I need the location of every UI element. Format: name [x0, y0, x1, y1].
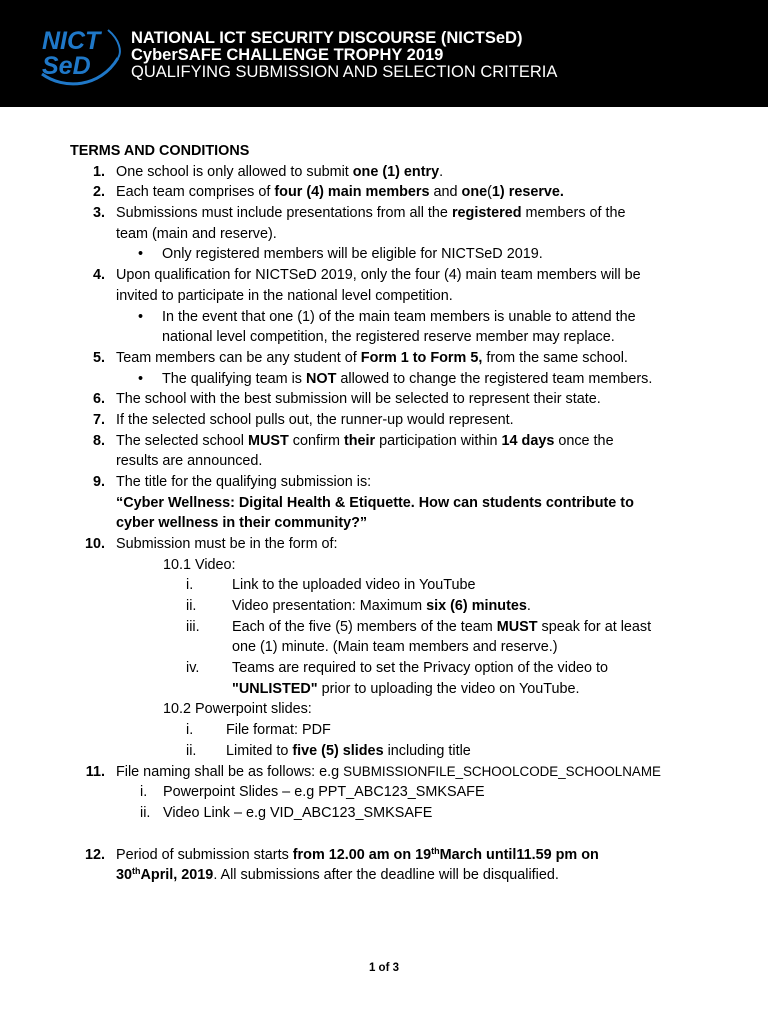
slides-item-2: Limited to five (5) slides including title	[226, 743, 471, 759]
item-number: 1.	[92, 164, 105, 180]
term-item-4: Upon qualification for NICTSeD 2019, only the four (4) main team members will be	[116, 267, 641, 283]
item-number: 12.	[84, 847, 105, 863]
video-item-3: Each of the five (5) members of the team MUST speak for at least	[232, 619, 652, 635]
roman-numeral: i.	[186, 722, 194, 738]
title-line-1: NATIONAL ICT SECURITY DISCOURSE (NICTSeD)	[131, 29, 523, 47]
roman-numeral: i.	[140, 784, 148, 800]
video-item-1: Link to the uploaded video in YouTube	[232, 577, 476, 593]
logo-text-top: NICT	[42, 27, 101, 55]
roman-numeral: ii.	[186, 743, 197, 759]
term-item-8: The selected school MUST confirm their participation within 14 days once the	[116, 433, 614, 449]
term-item-3-cont: team (main and reserve).	[116, 226, 277, 242]
term-item-3: Submissions must include presentations from all the registered members of the	[116, 205, 626, 221]
slides-item-1: File format: PDF	[226, 722, 331, 738]
roman-numeral: ii.	[140, 805, 151, 821]
video-item-2: Video presentation: Maximum six (6) minutes.	[232, 598, 531, 614]
term-item-2: Each team comprises of four (4) main members and one(1) reserve.	[116, 184, 564, 200]
term-item-7: If the selected school pulls out, the runner-up would represent.	[116, 412, 514, 428]
roman-numeral: ii.	[186, 598, 197, 614]
item-number: 7.	[92, 412, 105, 428]
item-number: 5.	[92, 350, 105, 366]
term-item-9: The title for the qualifying submission is:	[116, 474, 372, 490]
term-item-5-bullet: The qualifying team is NOT allowed to change the registered team members.	[162, 371, 653, 387]
item-number: 3.	[92, 205, 105, 221]
term-item-4-cont: invited to participate in the national level competition.	[116, 288, 453, 304]
term-item-4-bullet: In the event that one (1) of the main team members is unable to attend the	[162, 309, 636, 325]
term-item-8-cont: results are announced.	[116, 453, 263, 469]
roman-numeral: i.	[186, 577, 194, 593]
bullet-icon: •	[138, 309, 144, 325]
roman-numeral: iv.	[186, 660, 200, 676]
video-item-3-cont: one (1) minute. (Main team members and reserve.)	[232, 639, 558, 655]
bullet-icon: •	[138, 371, 144, 387]
term-item-3-bullet: Only registered members will be eligible for NICTSeD 2019.	[162, 246, 543, 262]
submission-title: “Cyber Wellness: Digital Health & Etiquette. How can students contribute to	[116, 495, 634, 511]
term-item-10: Submission must be in the form of:	[116, 536, 338, 552]
item-number: 6.	[92, 391, 105, 407]
term-item-1: One school is only allowed to submit one (1) entry.	[116, 164, 444, 180]
naming-example-video: Video Link – e.g VID_ABC123_SMKSAFE	[163, 805, 433, 821]
subsection-video: 10.1 Video:	[163, 557, 236, 573]
title-line-2: CyberSAFE CHALLENGE TROPHY 2019	[131, 46, 444, 64]
term-item-4-bullet-cont: national level competition, the registered reserve member may replace.	[162, 329, 615, 345]
video-item-4-cont: "UNLISTED" prior to uploading the video on YouTube.	[232, 681, 580, 697]
subsection-slides: 10.2 Powerpoint slides:	[163, 701, 312, 717]
term-item-5: Team members can be any student of Form 1 to Form 5, from the same school.	[116, 350, 628, 366]
video-item-4: Teams are required to set the Privacy option of the video to	[232, 660, 608, 676]
term-item-6: The school with the best submission will be selected to represent their state.	[116, 391, 601, 407]
term-item-12-cont: 30thApril, 2019. All submissions after the deadline will be disqualified.	[116, 866, 559, 883]
logo-text-bottom: SeD	[42, 52, 91, 80]
item-number: 10.	[84, 536, 105, 552]
naming-example-slides: Powerpoint Slides – e.g PPT_ABC123_SMKSAFE	[163, 784, 485, 800]
item-number: 2.	[92, 184, 105, 200]
page-number: 1 of 3	[368, 962, 400, 974]
terms-heading: TERMS AND CONDITIONS	[70, 143, 250, 159]
title-line-3: QUALIFYING SUBMISSION AND SELECTION CRITERIA	[131, 63, 558, 81]
term-item-12: Period of submission starts from 12.00 am on 19thMarch until11.59 pm on	[116, 846, 599, 863]
term-item-11: File naming shall be as follows: e.g SUBMISSIONFILE_SCHOOLCODE_SCHOOLNAME	[116, 764, 661, 780]
submission-title-cont: cyber wellness in their community?”	[116, 515, 368, 531]
item-number: 8.	[92, 433, 105, 449]
item-number: 9.	[92, 474, 105, 490]
roman-numeral: iii.	[186, 619, 200, 635]
bullet-icon: •	[138, 246, 144, 262]
item-number: 11.	[85, 764, 105, 780]
item-number: 4.	[92, 267, 105, 283]
